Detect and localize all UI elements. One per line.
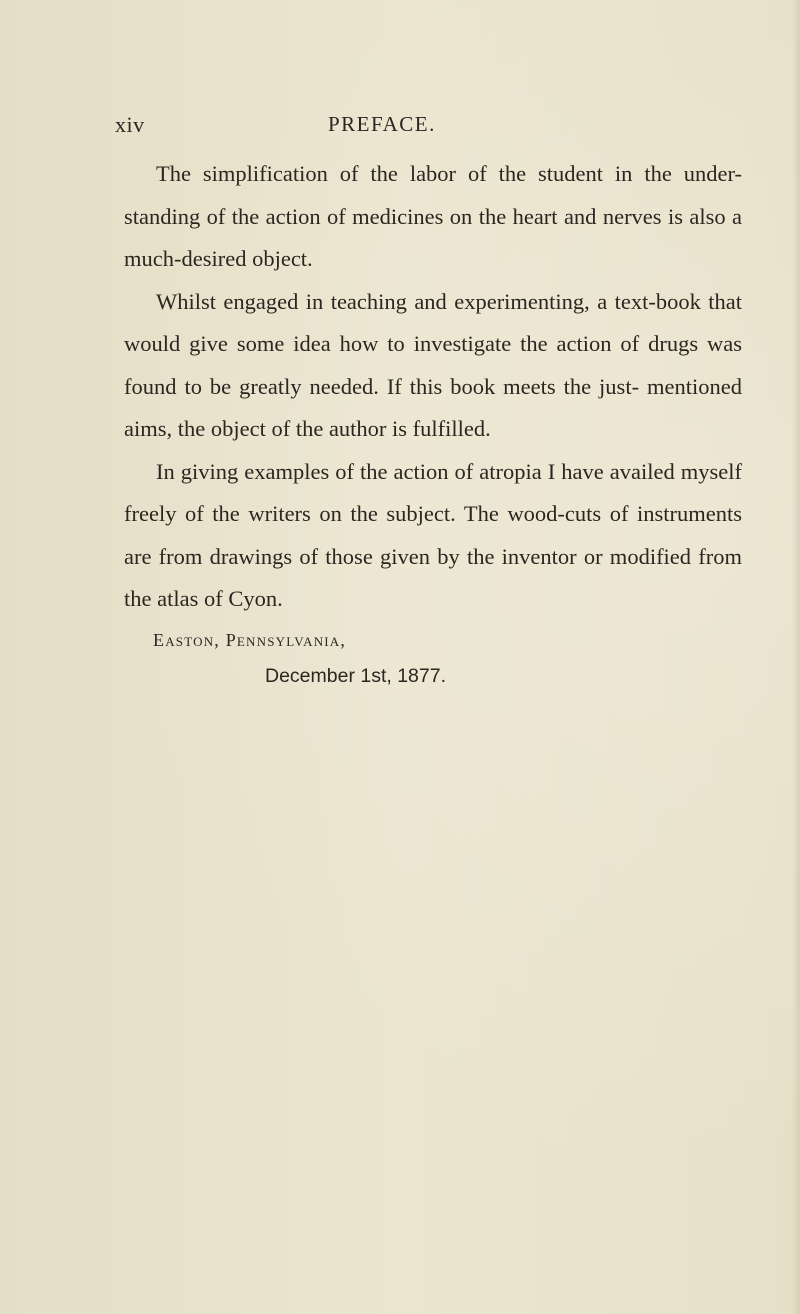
page-edge-shadow bbox=[792, 0, 800, 1314]
page-number: xiv bbox=[115, 112, 145, 137]
paragraph-2: Whilst engaged in teaching and experimenting, a text-book that would give some idea how to investigate the action of drugs was found to be greatly needed. If this book meets the just- mentioned aims, the object of the author is fulfilled. bbox=[124, 288, 742, 441]
signoff-place: Easton, Pennsylvania, bbox=[153, 630, 347, 650]
signoff-date: December 1st, 1877. bbox=[265, 665, 447, 687]
running-title: PREFACE. bbox=[328, 112, 436, 136]
preface-body bbox=[124, 153, 742, 621]
paragraph-1: The simplification of the labor of the student in the under- standing of the action of medicines on the heart and nerves is also a much-desired object. bbox=[124, 161, 742, 271]
paragraph-3: In giving examples of the action of atropia I have availed myself freely of the writers on the subject. The wood-cuts of instruments are from drawings of those given by the inventor or modified from the atlas of Cyon. bbox=[124, 458, 742, 611]
page-header bbox=[115, 112, 715, 142]
